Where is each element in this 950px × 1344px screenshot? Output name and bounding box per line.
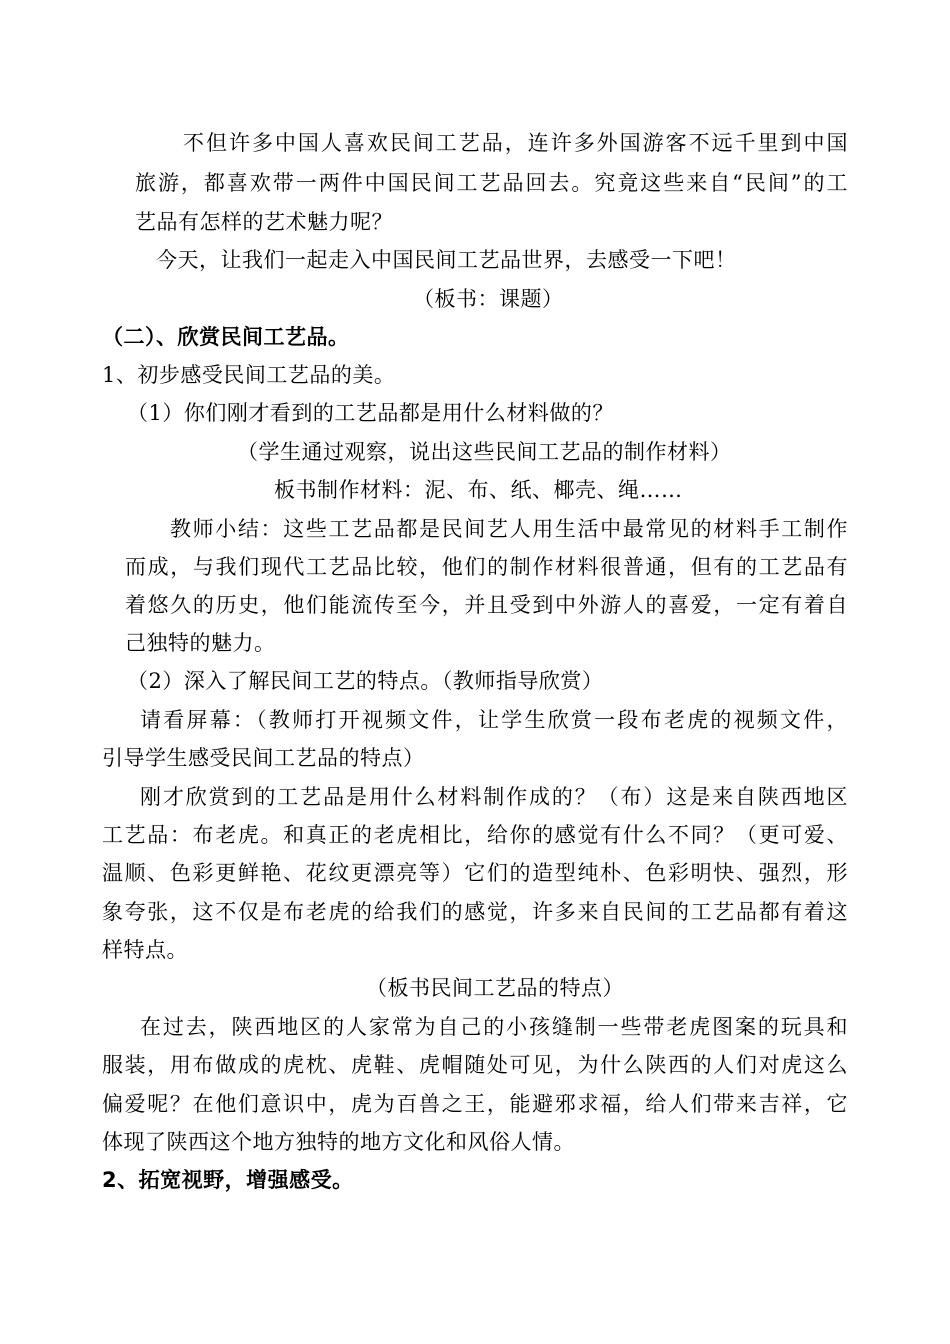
paragraph-line: 服装，用布做成的虎枕、虎鞋、虎帽随处可见，为什么陕西的人们对虎这么 — [102, 1053, 848, 1077]
subsection-heading: 1、初步感受民间工艺品的美。 — [102, 363, 396, 387]
paragraph-line: 旅游，都喜欢带一两件中国民间工艺品回去。究竟这些来自“民间”的工 — [135, 171, 848, 195]
subsection-heading: 2、拓宽视野，增强感受。 — [102, 1168, 354, 1192]
paragraph-line: 不但许多中国人喜欢民间工艺品，连许多外国游客不远千里到中国 — [183, 131, 848, 155]
board-note: （板书民间工艺品的特点） — [366, 976, 624, 1000]
paragraph-line: 在过去，陕西地区的人家常为自己的小孩缝制一些带老虎图案的玩具和 — [140, 1015, 848, 1039]
paragraph-line: 引导学生感受民间工艺品的特点） — [102, 746, 425, 770]
paragraph-line: 艺品有怎样的艺术魅力呢？ — [135, 210, 393, 234]
paragraph-line: 偏爱呢？在他们意识中，虎为百兽之王，能避邪求福，给人们带来吉祥，它 — [102, 1092, 848, 1116]
question-line: （2）深入了解民间工艺的特点。（教师指导欣赏） — [127, 669, 604, 693]
paragraph-line: 体现了陕西这个地方独特的地方文化和风俗人情。 — [102, 1130, 575, 1154]
question-line: （1）你们刚才看到的工艺品都是用什么材料做的？ — [127, 401, 614, 425]
paragraph-line: 工艺品：布老虎。和真正的老虎相比，给你的感觉有什么不同？（更可爱、 — [102, 823, 848, 847]
paragraph-line: 象夸张，这不仅是布老虎的给我们的感觉，许多来自民间的工艺品都有着这 — [102, 900, 848, 924]
paragraph-line: 着悠久的历史，他们能流传至今，并且受到中外游人的喜爱，一定有着自 — [125, 593, 848, 617]
paragraph-line: 温顺、色彩更鲜艳、花纹更漂亮等）它们的造型纯朴、色彩明快、强烈，形 — [102, 861, 848, 885]
paragraph-line: 而成，与我们现代工艺品比较，他们的制作材料很普通，但有的工艺品有 — [125, 555, 848, 579]
board-note: 板书制作材料：泥、布、纸、椰壳、绳…… — [274, 478, 683, 502]
paragraph-line: 今天，让我们一起走入中国民间工艺品世界，去感受一下吧！ — [156, 248, 737, 272]
board-note: （板书：课题） — [413, 287, 564, 311]
paragraph-line: 己独特的魅力。 — [125, 631, 276, 655]
student-activity-note: （学生通过观察，说出这些民间工艺品的制作材料） — [237, 440, 732, 464]
paragraph-line: 教师小结：这些工艺品都是民间艺人用生活中最常见的材料手工制作 — [170, 517, 848, 541]
section-heading: （二）、欣赏民间工艺品。 — [102, 325, 350, 349]
paragraph-line: 请看屏幕：（教师打开视频文件，让学生欣赏一段布老虎的视频文件， — [140, 708, 848, 732]
paragraph-line: 刚才欣赏到的工艺品是用什么材料制作成的？（布）这是来自陕西地区 — [140, 785, 848, 809]
paragraph-line: 样特点。 — [102, 938, 188, 962]
